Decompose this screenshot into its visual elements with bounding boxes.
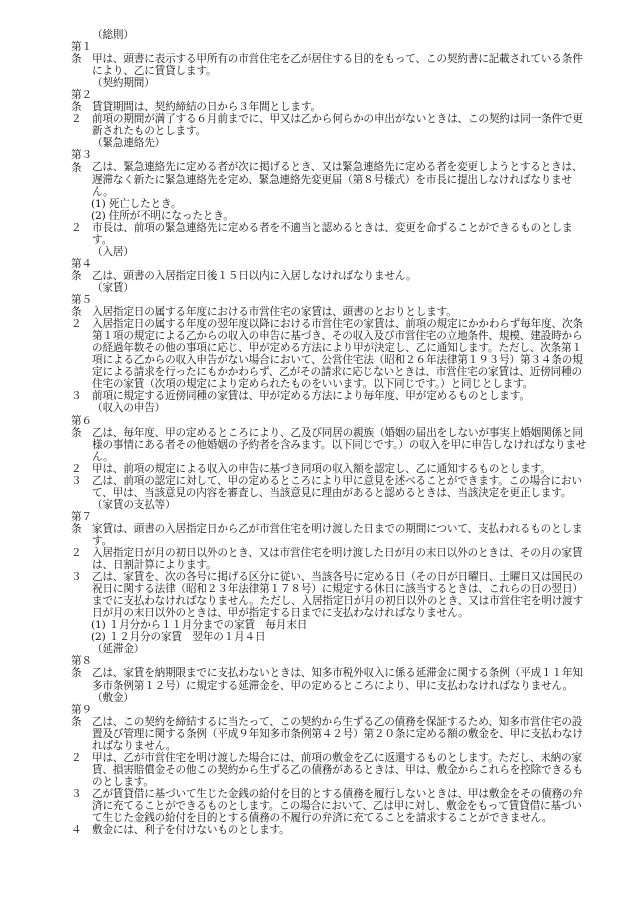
article-text: 入居指定日の属する年度における市営住宅の家賃は、頭書のとおりとします。 bbox=[92, 306, 457, 319]
list-item: (2) １２月分の家賃 翌年の１月４日 bbox=[91, 631, 266, 644]
article-paragraph bbox=[71, 89, 591, 113]
article-number: ２ bbox=[71, 547, 82, 560]
article-text: 乙が賃貸借に基づいて生じた金銭の給付を目的とする債務を履行しないときは、甲は敷金をその債務の弁済に充てることができるものとします。この場合において、乙は甲に対し、敷金をもって賃貸借に基づいて生じた金銭の給付を目的とする債務の不履行の弁済に充てることを請求することができません。 bbox=[92, 787, 583, 825]
article-text: 乙は、この契約を締結するに当たって、この契約から生ずる乙の債務を保証するため、知多市営住宅の設置及び管理に関する条例（平成９年知多市条例第４２号）第２０条に定める額の敷金を、甲に支払わなければなりません。 bbox=[92, 715, 583, 752]
section-heading: （家賃の支払等） bbox=[92, 498, 176, 511]
section-heading: （延滞金） bbox=[92, 643, 145, 656]
article-text: 乙は、毎年度、甲の定めるところにより、乙及び同居の親族（婚姻の届出をしないが事実上婚姻関係と同様の事情にある者その他婚姻の予約者を含みます。以下同じです。）の収入を甲に申告しなければなりません。 bbox=[92, 426, 587, 463]
article-text: 敷金には、利子を付けないものとします。 bbox=[92, 824, 290, 837]
list-item: (1) １月分から１１月分までの家賃 毎月末日 bbox=[91, 619, 308, 632]
section-heading: （契約期間） bbox=[92, 77, 155, 90]
article-number: 第３条 bbox=[71, 149, 92, 174]
article-text: 入居指定日が月の初日以外のとき、又は市営住宅を明け渡した日が月の末日以外のときは、その月の家賃は、日割計算によります。 bbox=[92, 547, 583, 572]
article-text: 乙は、家賃を納期限までに支払わないときは、知多市税外収入に係る延滞金に関する条例（平成１１年知多市条例第１２号）に規定する延滞金を、甲の定めるところにより、甲に支払わなければなりません。 bbox=[92, 667, 583, 692]
article-paragraph bbox=[71, 41, 591, 77]
section-heading: （家賃） bbox=[92, 281, 134, 294]
article-text: 前項に規定する近傍同種の家賃は、甲が定める方法により毎年度、甲が定めるものとします。 bbox=[92, 390, 530, 403]
article-number: ２ bbox=[71, 221, 82, 234]
article-text: 甲は、頭書に表示する甲所有の市営住宅を乙が居住する目的をもって、この契約書に記載されている条件により、乙に賃貸します。 bbox=[92, 53, 583, 78]
article-number: 第２条 bbox=[71, 89, 92, 114]
article-paragraph bbox=[71, 415, 591, 463]
article-text: 市長は、前項の緊急連絡先に定める者を不適当と認めるときは、変更を命ずることができるものとします。 bbox=[92, 221, 573, 246]
article-number: ２ bbox=[71, 113, 82, 126]
article-text: 前項の期間が満了する６月前までに、甲又は乙から何らかの申出がないときは、この契約は同一条件で更新されたものとします。 bbox=[92, 113, 583, 138]
article-number: 第５条 bbox=[71, 294, 92, 319]
article-paragraph bbox=[71, 824, 591, 836]
article-number: ３ bbox=[71, 474, 82, 487]
article-paragraph bbox=[71, 704, 591, 752]
article-text: 乙は、緊急連絡先に定める者が次に掲げるとき、又は緊急連絡先に定める者を変更しようとするときは、遅滞なく新たに緊急連絡先を定め、緊急連絡先変更届（第８号様式）を市長に提出しなければなりません。 bbox=[92, 161, 583, 198]
article-paragraph bbox=[71, 463, 591, 475]
article-text: 甲は、前項の規定による収入の申告に基づき同項の収入額を認定し、乙に通知するものとします。 bbox=[92, 462, 551, 475]
article-number: ２ bbox=[71, 462, 82, 475]
article-number: ３ bbox=[71, 571, 82, 584]
article-paragraph bbox=[71, 547, 591, 571]
article-paragraph bbox=[71, 571, 591, 619]
list-item: (1) 死亡したとき。 bbox=[91, 197, 182, 210]
article-paragraph bbox=[71, 655, 591, 691]
article-paragraph bbox=[71, 258, 591, 282]
article-paragraph bbox=[71, 113, 591, 137]
article-number: 第６条 bbox=[71, 414, 92, 439]
article-number: ２ bbox=[71, 318, 82, 331]
article-number: 第７条 bbox=[71, 510, 92, 535]
article-number: 第１条 bbox=[71, 41, 92, 66]
article-paragraph bbox=[71, 222, 591, 246]
article-text: 入居指定日の属する年度の翌年度以降における市営住宅の家賃は、前項の規定にかかわらず毎年度、次条第１項の規定による乙からの収入の申告に基づき、その収入及び市営住宅の立地条件、規模、建設時からの経過年数その他の事項に応じ、甲が定める方法により甲が決定し、乙に通知します。ただし、次条第１項による乙からの収入申告がない場合において、公営住宅法（昭和２６年法律第１９３号）第３４条の規定による請求を行ったにもかかわらず、乙がその請求に応じないときは、市営住宅の家賃は、近傍同種の住宅の家賃（次項の規定により定められたものをいいます。以下同じです。）と同じとします。 bbox=[92, 318, 583, 391]
article-number: ４ bbox=[71, 824, 82, 837]
article-text: 乙は、頭書の入居指定日後１５日以内に入居しなければなりません。 bbox=[92, 269, 417, 282]
section-heading: （入居） bbox=[92, 245, 134, 258]
article-paragraph bbox=[71, 294, 591, 318]
article-paragraph bbox=[71, 788, 591, 824]
article-paragraph bbox=[71, 149, 591, 197]
article-text: 家賃は、頭書の入居指定日から乙が市営住宅を明け渡した日までの期間について、支払われるものとします。 bbox=[92, 522, 583, 547]
article-number: 第８条 bbox=[71, 655, 92, 680]
section-heading: （総則） bbox=[92, 29, 134, 41]
article-paragraph bbox=[71, 475, 591, 499]
section-heading: （収入の申告） bbox=[92, 402, 166, 415]
section-heading: （敷金） bbox=[92, 691, 134, 704]
article-paragraph bbox=[71, 390, 591, 402]
article-number: ２ bbox=[71, 751, 82, 764]
article-text: 賃貸期間は、契約締結の日から３年間とします。 bbox=[92, 101, 321, 114]
list-item: (2) 住所が不明になったとき。 bbox=[91, 209, 234, 222]
article-text: 乙は、前項の認定に対して、甲の定めるところにより甲に意見を述べることができます。この場合において、甲は、当該意見の内容を審査し、当該意見に理由があると認めるときは、当該決定を更正します。 bbox=[92, 474, 582, 499]
contract-document bbox=[71, 29, 591, 836]
article-paragraph bbox=[71, 752, 591, 788]
article-text: 甲は、乙が市営住宅を明け渡した場合には、前項の敷金を乙に返還するものとします。ただし、未納の家賃、損害賠償金その他この契約から生ずる乙の債務があるときは、甲は、敷金からこれらを控除できるものとします。 bbox=[92, 751, 583, 788]
article-number: ３ bbox=[71, 787, 82, 800]
article-paragraph bbox=[71, 511, 591, 547]
article-number: ３ bbox=[71, 390, 82, 403]
article-number: 第９条 bbox=[71, 703, 92, 728]
section-heading: （緊急連絡先） bbox=[92, 137, 166, 150]
article-text: 乙は、家賃を、次の各号に掲げる区分に従い、当該各号に定める日（その日が日曜日、土曜日又は国民の祝日に関する法律（昭和２３年法律第１７８号）に規定する休日に該当するときは、これらの日の翌日）までに支払わなければなりません。ただし、入居指定日が月の初日以外のとき、又は市営住宅を明け渡す日が月の末日以外のときは、甲が指定する日までに支払わなければなりません。 bbox=[92, 571, 584, 620]
article-paragraph bbox=[71, 318, 591, 390]
article-number: 第４条 bbox=[71, 257, 92, 282]
